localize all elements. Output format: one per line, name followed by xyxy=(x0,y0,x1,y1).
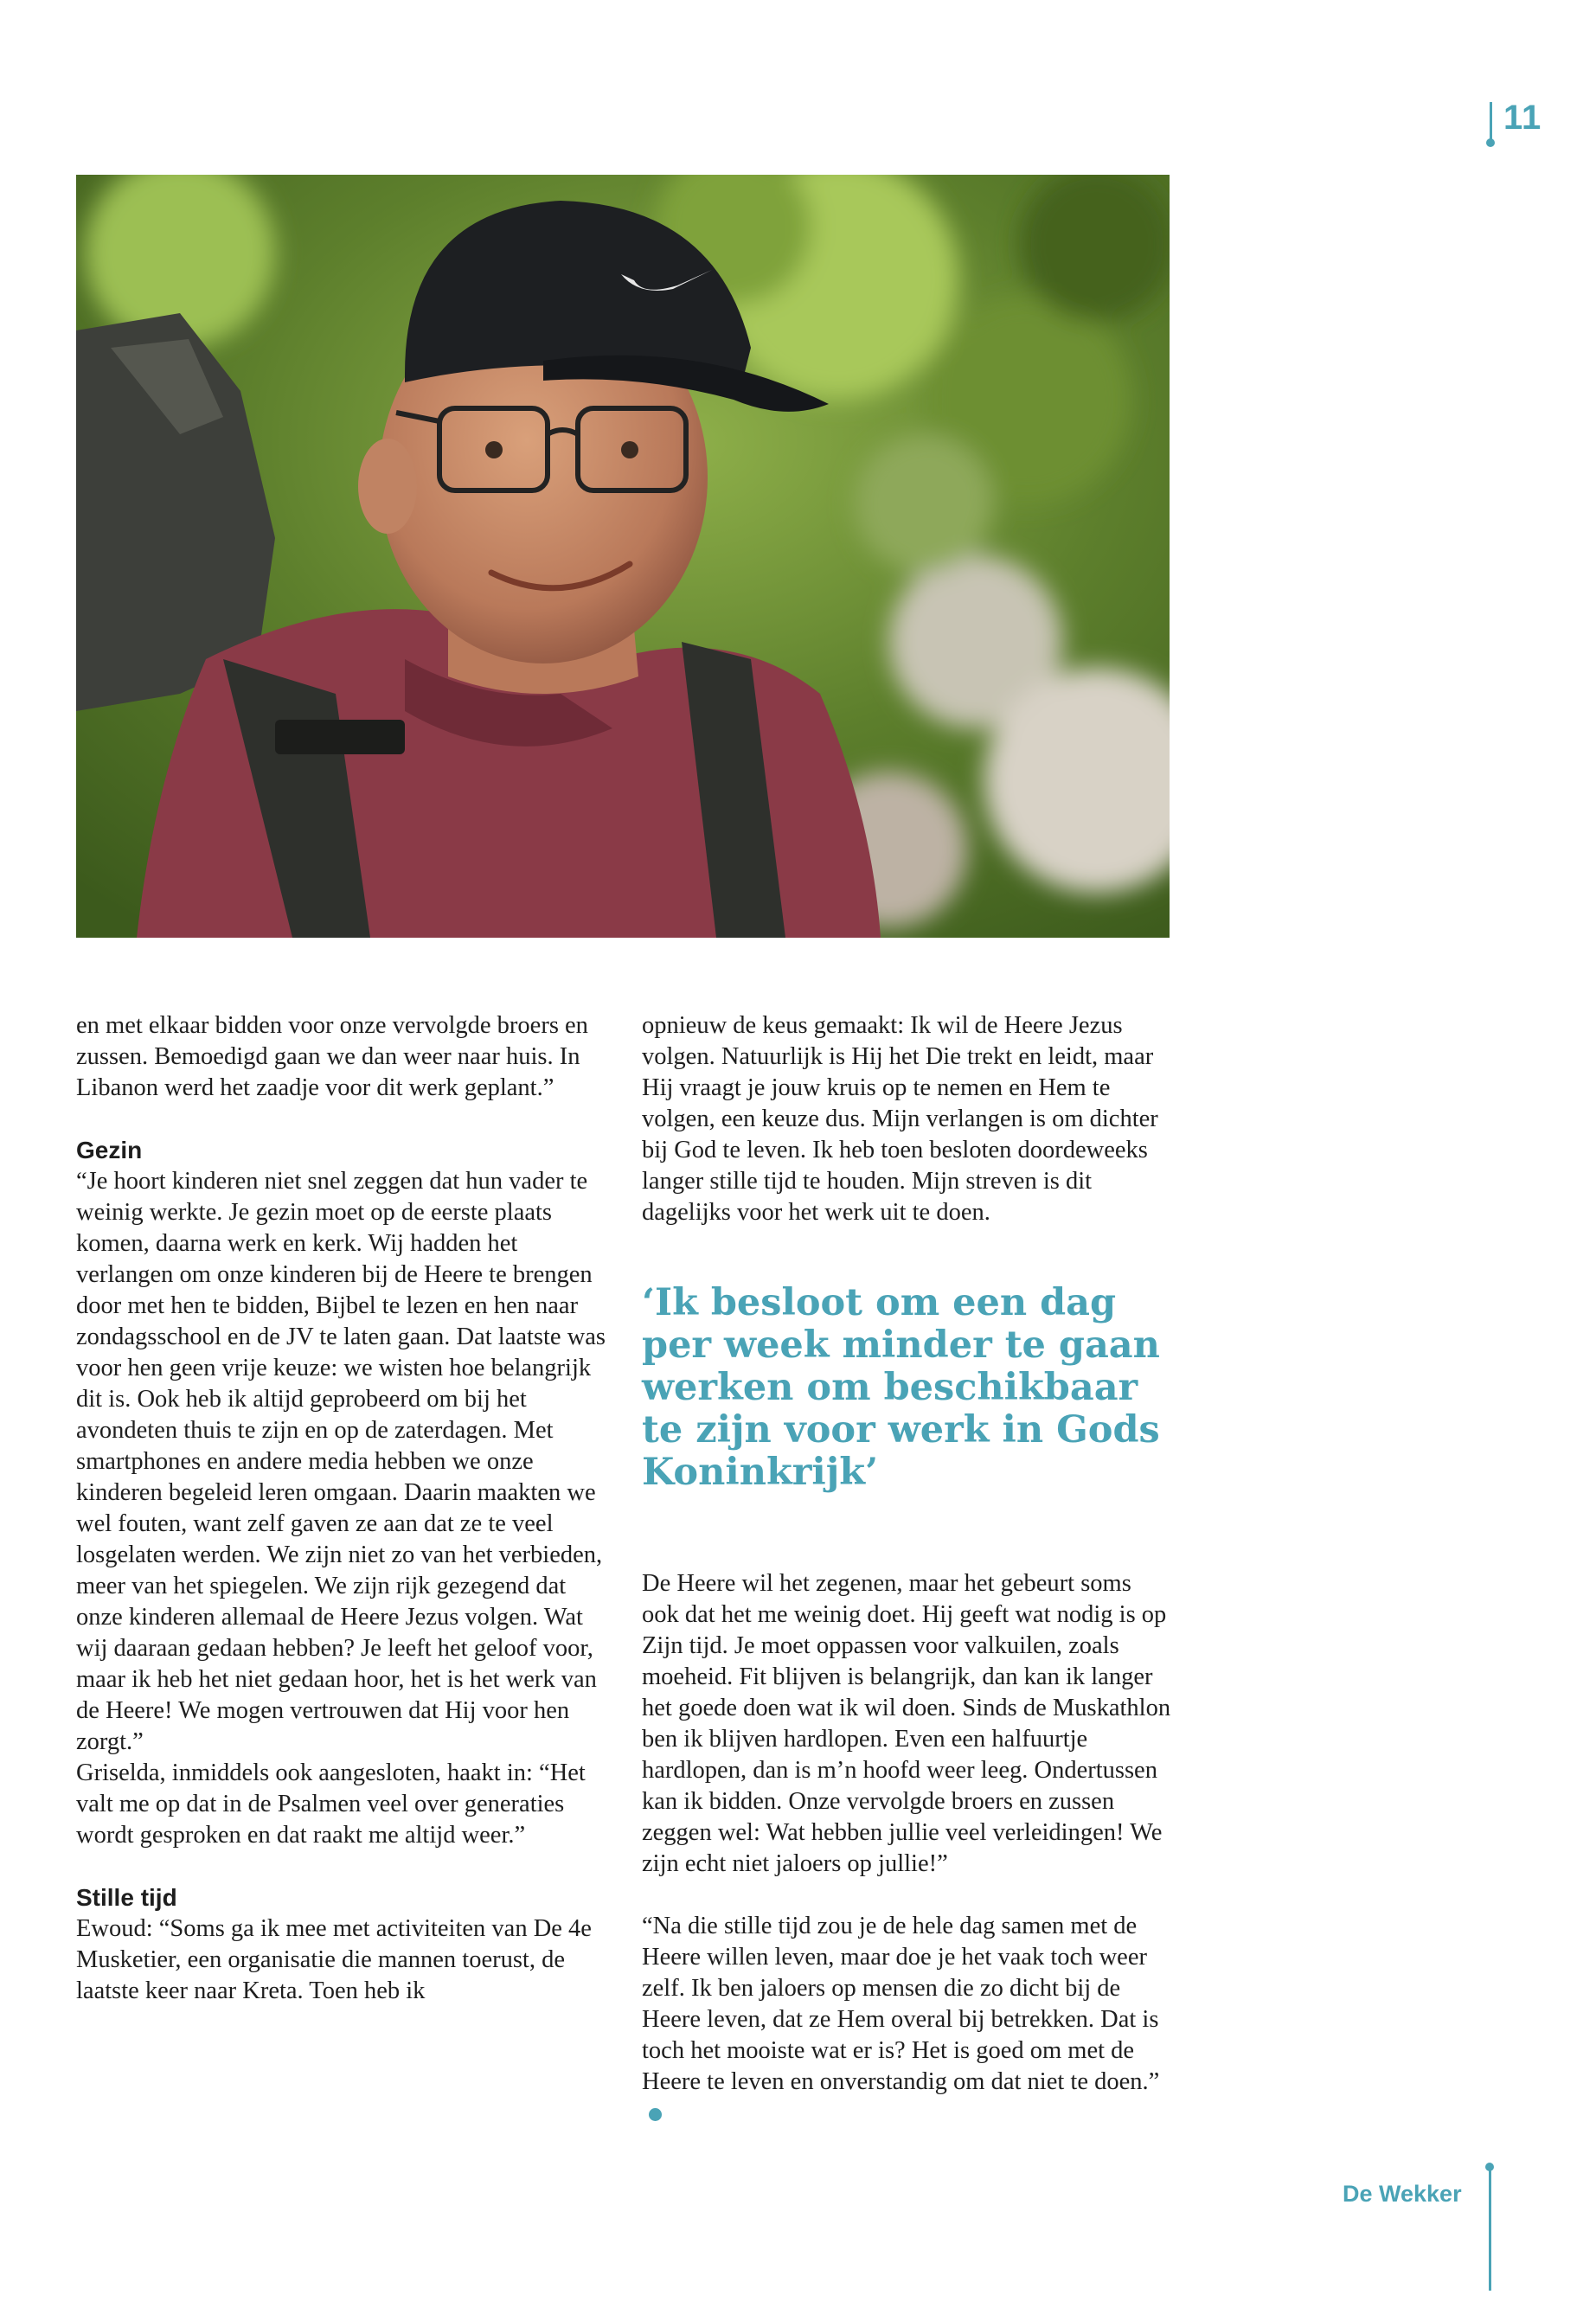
footer-rule xyxy=(1489,2168,1491,2291)
body-paragraph: Ewoud: “Soms ga ik mee met activiteiten van De 4e Musketier, een organisatie die mannen toerust, de laatste keer naar Kreta. Toen heb ik xyxy=(76,1915,592,2004)
pull-quote: ‘Ik besloot om een dag per week minder te gaan werken om beschikbaar te zijn voor werk in Gods Koninkrijk’ xyxy=(642,1281,1160,1494)
body-paragraph-final xyxy=(642,1911,1174,2129)
right-text-column xyxy=(642,1010,1174,2129)
page-number-rule xyxy=(1490,102,1492,140)
section-heading-stille-tijd: Stille tijd xyxy=(76,1884,177,1911)
body-paragraph: en met elkaar bidden voor onze vervolgde broers en zussen. Bemoedigd gaan we dan weer naar huis. In Libanon werd het zaadje voor dit werk geplant.” xyxy=(76,1012,588,1101)
left-text-column xyxy=(76,1010,612,2007)
page-number: 11 xyxy=(1503,99,1542,137)
body-paragraph: De Heere wil het zegenen, maar het gebeurt soms ook dat het me weinig doet. Hij geeft wat nodig is op Zijn tijd. Je moet oppassen voor valkuilen, zoals moeheid. Fit blijven is belangrijk, dan kan ik langer het goede doen wat ik wil doen. Sinds de Muskathlon ben ik blijven hardlopen. Even een halfuurtje hardlopen, dan is m’n hoofd weer leeg. Ondertussen kan ik bidden. Onze vervolgde broers en zussen zeggen wel: Wat hebben jullie veel verleidingen! We zijn echt niet jaloers op jullie!” xyxy=(642,1570,1171,1877)
body-paragraph: opnieuw de keus gemaakt: Ik wil de Heere Jezus volgen. Natuurlijk is Hij het Die trekt en leidt, maar Hij vraagt je jouw kruis op te nemen en Hem te volgen, een keuze dus. Mijn verlangen is om dichter bij God te leven. Ik heb toen besloten doordeweeks langer stille tijd te houden. Mijn streven is dit dagelijks voor het werk uit te doen. xyxy=(642,1012,1158,1226)
page-number-dot xyxy=(1486,138,1495,147)
body-paragraph: “Je hoort kinderen niet snel zeggen dat hun vader te weinig werkte. Je gezin moet op de eerste plaats komen, daarna werk en kerk. Wij hadden het verlangen om onze kinderen bij de Heere te brengen door met hen te bidden, Bijbel te lezen en hen naar zondagsschool en de JV te laten gaan. Dat laatste was voor hen geen vrije keuze: we wisten hoe belangrijk dit is. Ook heb ik altijd geprobeerd om bij het avondeten thuis te zijn en op de zaterdagen. Met smartphones en andere media hebben we onze kinderen begeleid leren omgaan. Daarin maakten we wel fouten, want zelf gaven ze aan dat ze te veel losgelaten werden. We zijn niet zo van het verbieden, meer van het spiegelen. We zijn rijk gezegend dat onze kinderen allemaal de Heere Jezus volgen. Wat wij daaraan gedaan hebben? Je leeft het geloof voor, maar ik heb het niet gedaan hoor, het is het werk van de Heere! We mogen vertrouwen dat Hij voor hen zorgt.” xyxy=(76,1168,606,1755)
portrait-photo xyxy=(76,175,1170,938)
section-heading-gezin: Gezin xyxy=(76,1137,143,1163)
article-end-dot xyxy=(649,2108,662,2121)
final-paragraph-text: “Na die stille tijd zou je de hele dag samen met de Heere willen leven, maar doe je het vaak toch weer zelf. Ik ben jaloers op mensen die zo dicht bij de Heere leven, dat ze Hem overal bij betrekken. Dat is toch het mooiste wat er is? Het is goed om met de Heere te leven en onverstandig om dat niet te doen.” xyxy=(642,1913,1160,2095)
body-paragraph: Griselda, inmiddels ook aangesloten, haakt in: “Het valt me op dat in de Psalmen veel over generaties wordt gesproken en dat raakt me altijd weer.” xyxy=(76,1759,586,1849)
footer-brand: De Wekker xyxy=(1343,2181,1462,2207)
